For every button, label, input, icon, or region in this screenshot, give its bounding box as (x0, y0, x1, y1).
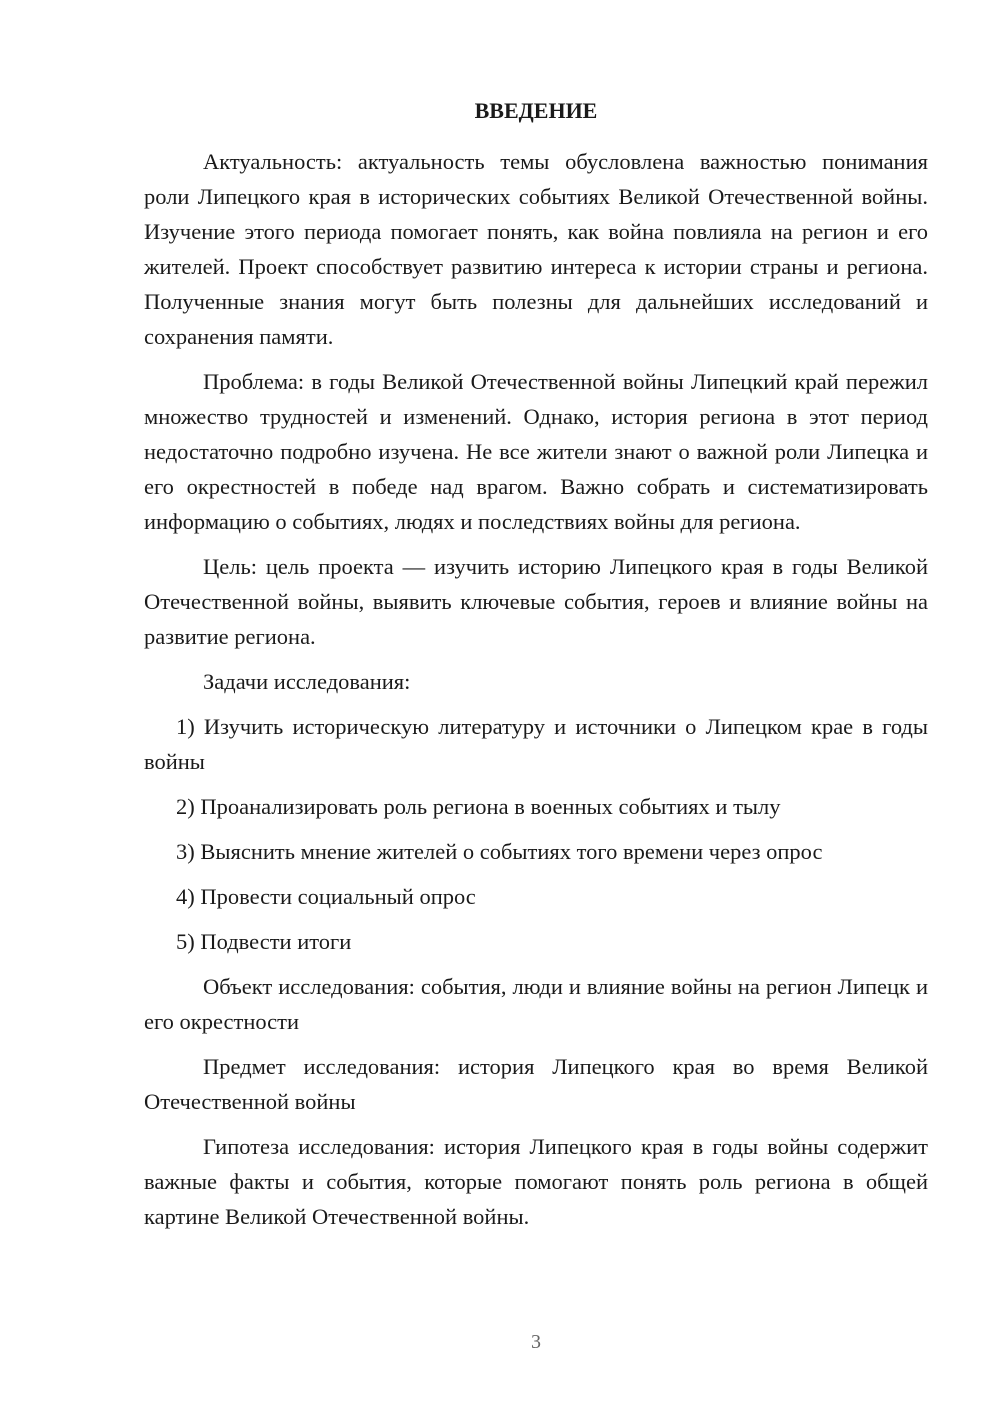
page-number: 3 (531, 1331, 541, 1353)
paragraph-goal: Цель: цель проекта — изучить историю Липецкого края в годы Великой Отечественной войны, выявить ключевые события, героев и влияние войны на развитие региона. (144, 554, 928, 649)
tasks-heading: Задачи исследования: (203, 669, 411, 694)
task-item-2: 2) Проанализировать роль региона в военных событиях и тылу (176, 794, 781, 819)
paragraph-subject: Предмет исследования: история Липецкого края во время Великой Отечественной войны (144, 1054, 928, 1114)
paragraph-hypothesis: Гипотеза исследования: история Липецкого края в годы войны содержит важные факты и события, которые помогают понять роль региона в общей картине Великой Отечественной войны. (144, 1134, 928, 1229)
task-item-1: 1) Изучить историческую литературу и источники о Липецком крае в годы войны (144, 714, 928, 774)
paragraph-relevance: Актуальность: актуальность темы обусловлена важностью понимания роли Липецкого края в исторических событиях Великой Отечественной войны. Изучение этого периода помогает понять, как война повлияла на регион и его жителей. Проект способствует развитию интереса к истории страны и региона. Полученные знания могут быть полезны для дальнейших исследований и сохранения памяти. (144, 149, 928, 349)
task-item-3: 3) Выяснить мнение жителей о событиях того времени через опрос (176, 839, 823, 864)
page-title: ВВЕДЕНИЕ (474, 98, 598, 123)
paragraph-object: Объект исследования: события, люди и влияние войны на регион Липецк и его окрестности (144, 974, 928, 1034)
task-item-4: 4) Провести социальный опрос (176, 884, 476, 909)
page-content (144, 93, 928, 1244)
paragraph-problem: Проблема: в годы Великой Отечественной войны Липецкий край пережил множество трудностей и изменений. Однако, история региона в этот период недостаточно подробно изучена. Не все жители знают о важной роли Липецка и его окрестностей в победе над врагом. Важно собрать и систематизировать информацию о событиях, людях и последствиях войны для региона. (144, 369, 928, 534)
task-item-5: 5) Подвести итоги (176, 929, 352, 954)
